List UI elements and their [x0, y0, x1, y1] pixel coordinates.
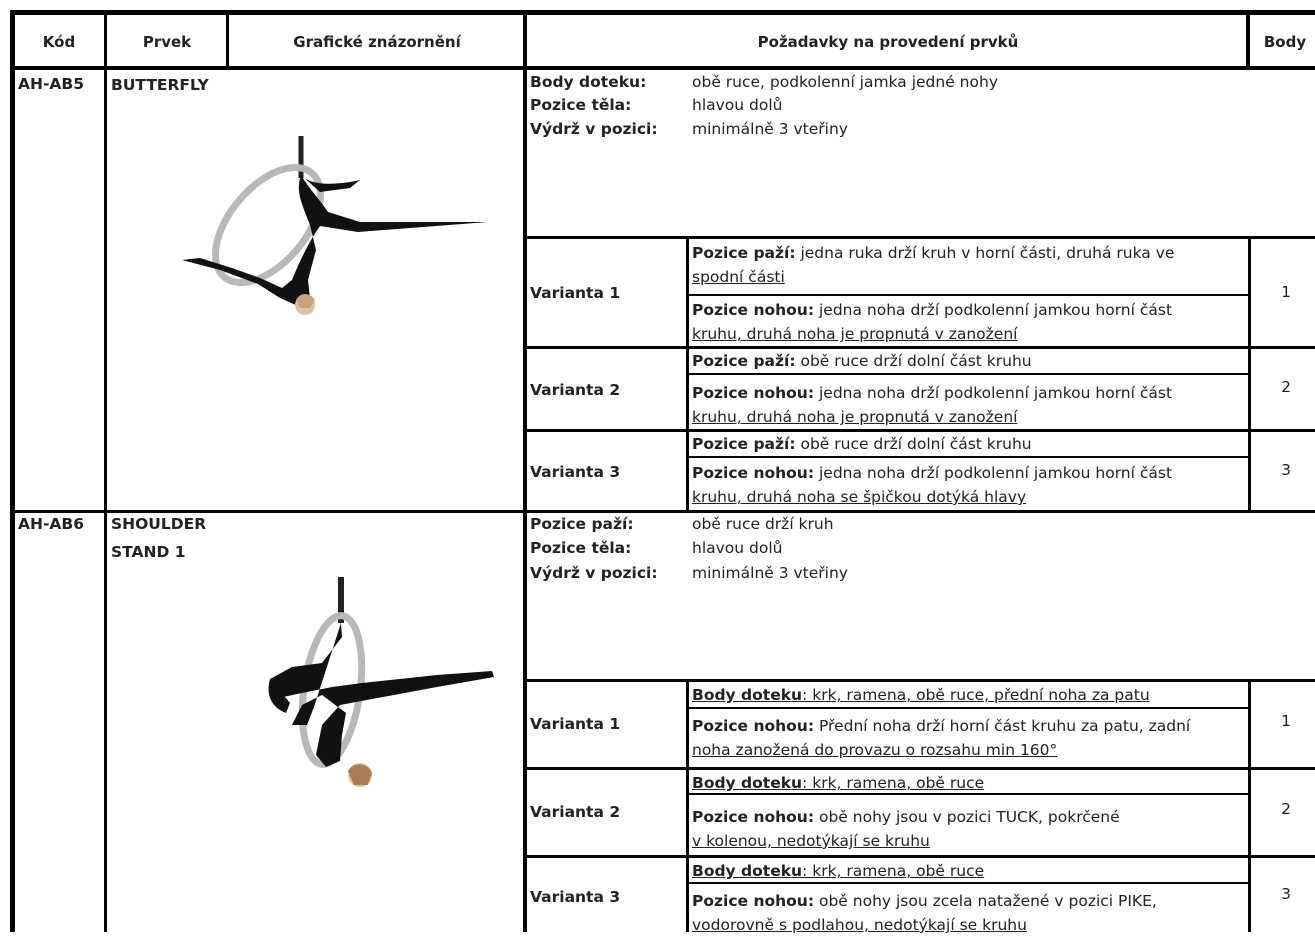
- row2-base-value-2: hlavou dolů: [692, 539, 783, 557]
- row1-base-label-2: Pozice těla:: [530, 96, 632, 114]
- row1-code: AH-AB5: [18, 75, 84, 93]
- row1-base-value-1: obě ruce, podkolenní jamka jedné nohy: [692, 73, 998, 91]
- row2-variant2-points: 2: [1281, 800, 1291, 818]
- row1-variant3-req1: Pozice paží: obě ruce drží dolní část kruhu: [692, 435, 1032, 453]
- header-requirements: Požadavky na provedení prvků: [757, 33, 1019, 51]
- row2-variant3-req2: Pozice nohou: obě nohy jsou zcela natažené v pozici PIKE, vodorovně s podlahou, nedotýkají se kruhu: [692, 892, 1157, 934]
- header-element: Prvek: [142, 33, 192, 51]
- row1-variant1-req2: Pozice nohou: jedna noha drží podkolenní jamkou horní část kruhu, druhá noha je propnutá v zanožení: [692, 301, 1173, 343]
- row2-base-value-1: obě ruce drží kruh: [692, 515, 834, 533]
- row2-variant1-name: Varianta 1: [530, 715, 621, 733]
- row2-base-label-1: Pozice paží:: [530, 515, 634, 533]
- row2-element-name-line2: STAND 1: [111, 543, 186, 561]
- row1-variant2-req1: Pozice paží: obě ruce drží dolní část kruhu: [692, 352, 1032, 370]
- row2-variant2-req1: Body doteku: krk, ramena, obě ruce: [692, 774, 985, 792]
- row1-variant1-req1: Pozice paží: jedna ruka drží kruh v horní části, druhá ruka ve spodní části: [692, 244, 1175, 286]
- row2-variant1-req1: Body doteku: krk, ramena, obě ruce, přední noha za patu: [692, 686, 1150, 704]
- row2-element-name-line1: SHOULDER: [111, 515, 207, 533]
- row2-variant2-name: Varianta 2: [530, 803, 621, 821]
- shoulder-stand-figure-image: [262, 575, 502, 800]
- row1-variant3-req2: Pozice nohou: jedna noha drží podkolenní jamkou horní část kruhu, druhá noha se špičkou dotýká hlavy: [692, 464, 1173, 506]
- row2-base-value-3: minimálně 3 vteřiny: [692, 564, 848, 582]
- row2-variant1-req2: Pozice nohou: Přední noha drží horní část kruhu za patu, zadní noha zanožená do provazu o rozsahu min 160°: [692, 717, 1191, 759]
- row2-variant1-points: 1: [1281, 712, 1291, 730]
- row1-variant2-points: 2: [1281, 378, 1291, 396]
- header-graphic: Grafické znázornění: [293, 33, 461, 51]
- row1-base-label-3: Výdrž v pozici:: [530, 120, 658, 138]
- row2-variant2-req2: Pozice nohou: obě nohy jsou v pozici TUCK, pokrčené v kolenou, nedotýkají se kruhu: [692, 808, 1120, 850]
- row2-variant3-points: 3: [1281, 885, 1291, 903]
- row1-variant2-name: Varianta 2: [530, 381, 621, 399]
- row1-element-name: BUTTERFLY: [111, 76, 209, 94]
- row1-variant3-name: Varianta 3: [530, 463, 621, 481]
- header-code: Kód: [42, 33, 76, 51]
- butterfly-figure-image: [160, 130, 500, 320]
- row1-variant3-points: 3: [1281, 461, 1291, 479]
- row2-base-label-2: Pozice těla:: [530, 539, 632, 557]
- row2-code: AH-AB6: [18, 515, 84, 533]
- row1-variant1-points: 1: [1281, 283, 1291, 301]
- row2-base-label-3: Výdrž v pozici:: [530, 564, 658, 582]
- row2-variant3-name: Varianta 3: [530, 888, 621, 906]
- row1-base-value-2: hlavou dolů: [692, 96, 783, 114]
- row1-base-label-1: Body doteku:: [530, 73, 647, 91]
- row1-variant1-name: Varianta 1: [530, 284, 621, 302]
- row1-variant2-req2: Pozice nohou: jedna noha drží podkolenní jamkou horní část kruhu, druhá noha je propnutá v zanožení: [692, 384, 1173, 426]
- row1-base-value-3: minimálně 3 vteřiny: [692, 120, 848, 138]
- row2-variant3-req1: Body doteku: krk, ramena, obě ruce: [692, 862, 985, 880]
- header-points: Body: [1263, 33, 1307, 51]
